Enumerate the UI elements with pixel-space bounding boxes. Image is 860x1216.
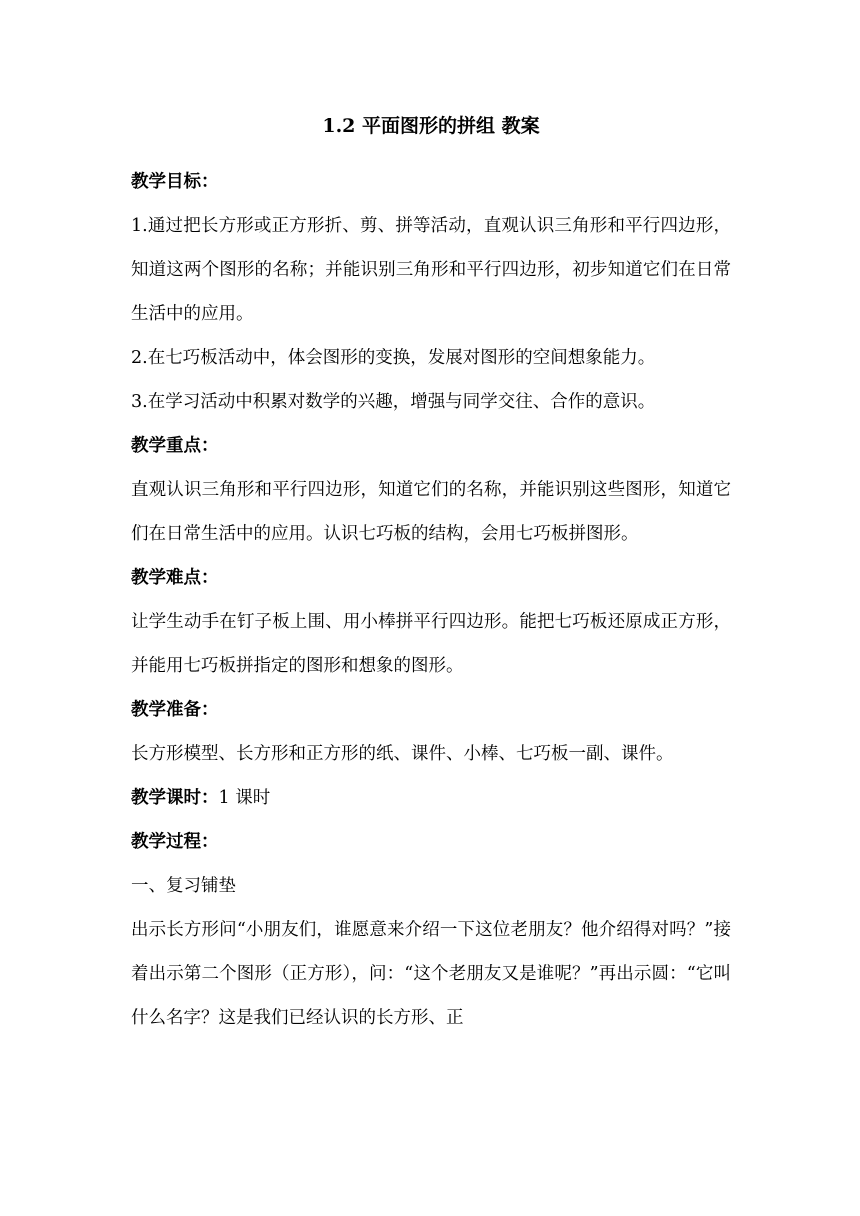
section-heading-difficulties: 教学难点：	[131, 568, 219, 588]
class-hours-value: 1 课时	[218, 788, 271, 808]
class-hours-label: 教学课时：	[131, 788, 219, 808]
document-body	[131, 112, 731, 1040]
objective-paragraph-1: 1.通过把长方形或正方形折、剪、拼等活动，直观认识三角形和平行四边形，知道这两个图形的名称；并能识别三角形和平行四边形，初步知道它们在日常生活中的应用。	[131, 216, 731, 324]
process-subheading: 一、复习铺垫	[131, 876, 236, 896]
preparation-paragraph: 长方形模型、长方形和正方形的纸、课件、小棒、七巧板一副、课件。	[131, 744, 674, 764]
section-heading-process: 教学过程：	[131, 832, 219, 852]
key-points-paragraph: 直观认识三角形和平行四边形，知道它们的名称，并能识别这些图形，知道它们在日常生活中的应用。认识七巧板的结构，会用七巧板拼图形。	[131, 480, 731, 544]
difficulties-paragraph: 让学生动手在钉子板上围、用小棒拼平行四边形。能把七巧板还原成正方形，并能用七巧板拼指定的图形和想象的图形。	[131, 612, 731, 676]
objective-paragraph-3: 3.在学习活动中积累对数学的兴趣，增强与同学交往、合作的意识。	[131, 392, 656, 412]
class-hours-line	[131, 776, 731, 820]
document-title: 1.2 平面图形的拼组 教案	[322, 115, 540, 137]
section-heading-key-points: 教学重点：	[131, 436, 219, 456]
section-heading-preparation: 教学准备：	[131, 700, 219, 720]
process-paragraph: 出示长方形问“小朋友们，谁愿意来介绍一下这位老朋友？他介绍得对吗？”接着出示第二个图形（正方形），问：“这个老朋友又是谁呢？”再出示圆：“它叫什么名字？这是我们已经认识的长方形、正	[131, 920, 731, 1028]
section-heading-objectives: 教学目标：	[131, 172, 219, 192]
objective-paragraph-2: 2.在七巧板活动中，体会图形的变换，发展对图形的空间想象能力。	[131, 348, 656, 368]
